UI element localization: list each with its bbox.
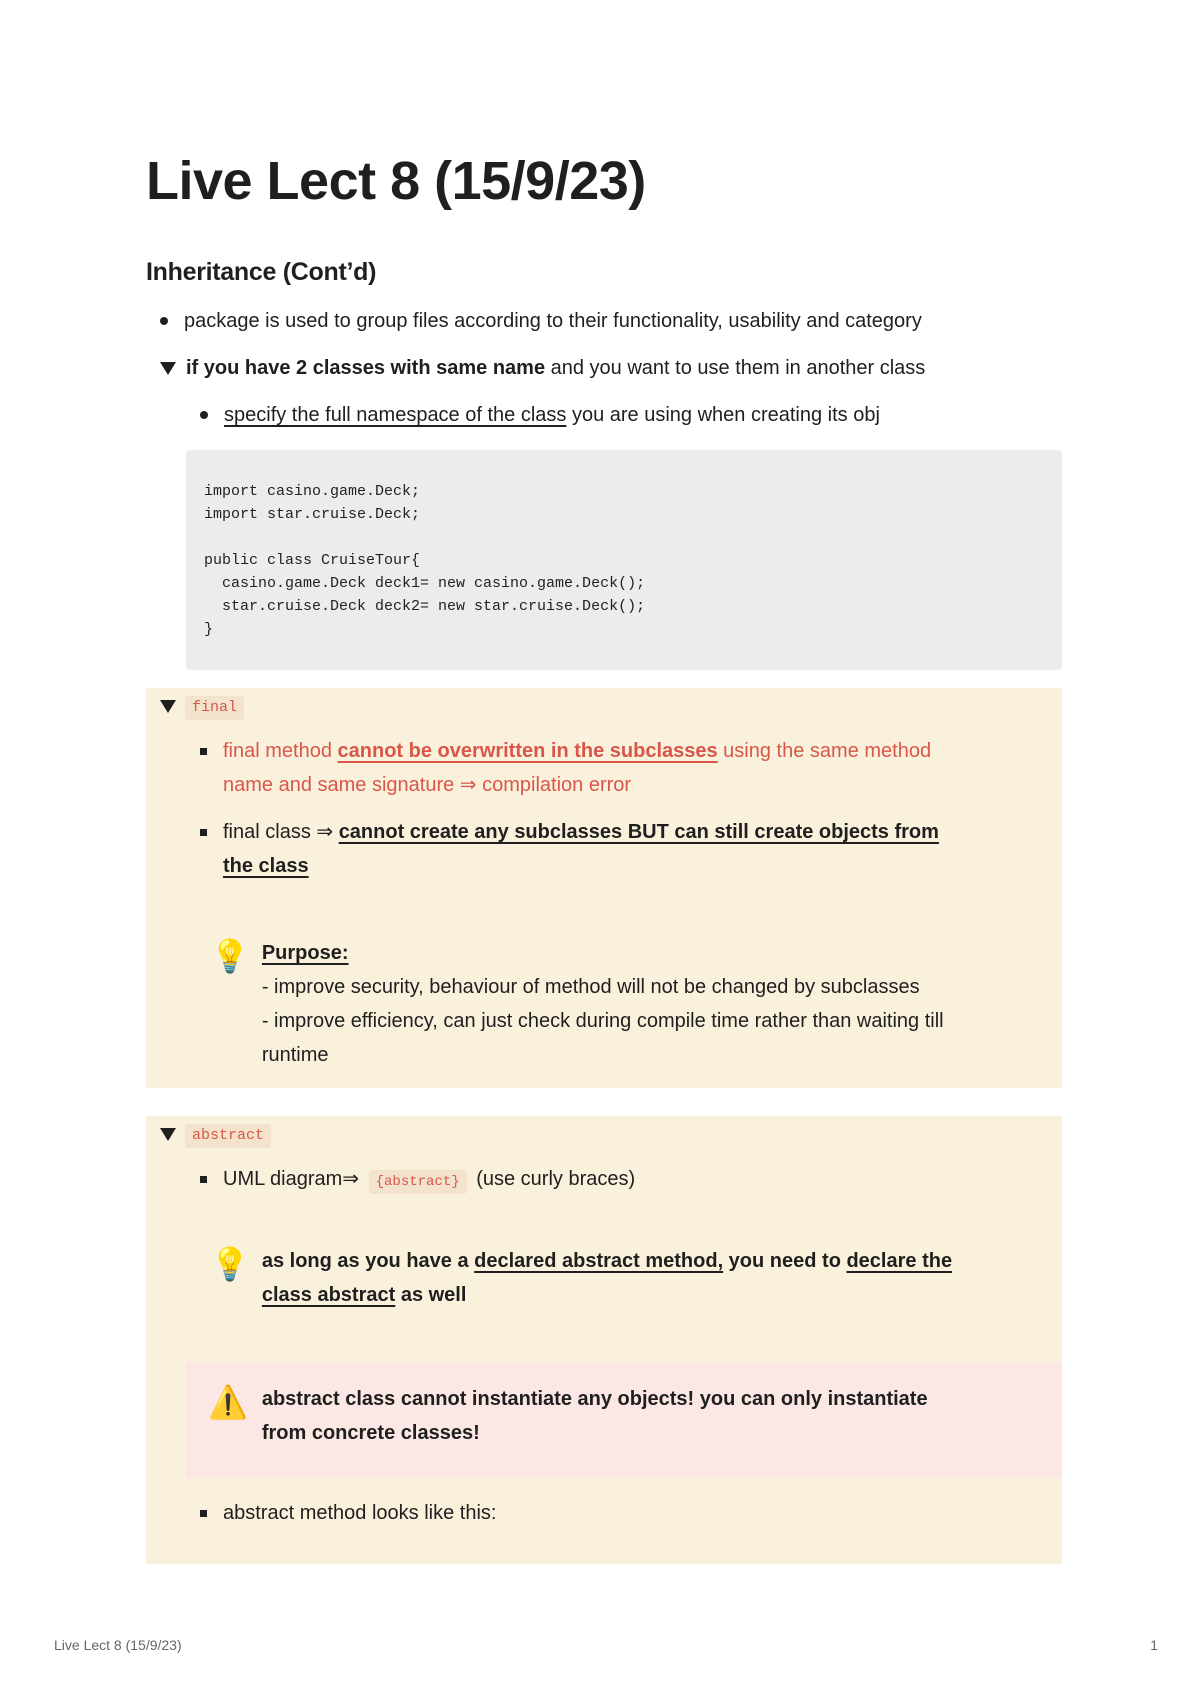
final-keyword-tag: final (185, 696, 244, 720)
toggle-abstract (146, 1116, 1062, 1564)
list-item: final method cannot be overwritten in the subclasses using the same method name and same signature ⇒ compilation error (200, 734, 1050, 802)
warning-callout: ⚠️ abstract class cannot instantiate any objects! you can only instantiate from concrete classes! (186, 1362, 1062, 1478)
list-item: specify the full namespace of the class you are using when creating its obj (200, 398, 880, 432)
purpose-callout: 💡 Purpose: - improve security, behaviour of method will not be changed by subclasses - improve efficiency, can just check during compile time rather than waiting till runtime (210, 938, 944, 1066)
list-item: UML diagram⇒ {abstract} (use curly braces) (200, 1162, 1050, 1196)
toggle-triangle-icon[interactable] (160, 1128, 176, 1141)
footer-title: Live Lect 8 (15/9/23) (54, 1637, 182, 1653)
code-block: import casino.game.Deck; import star.cruise.Deck; public class CruiseTour{ casino.game.Deck deck1= new casino.game.Deck(); star.cruise.Deck deck2= new star.cruise.Deck(); } (186, 450, 1062, 670)
abstract-uml-tag: {abstract} (369, 1170, 467, 1194)
toggle-abstract-header[interactable] (160, 1124, 271, 1148)
toggle-triangle-icon[interactable] (160, 700, 176, 713)
abstract-keyword-tag: abstract (185, 1124, 271, 1148)
lightbulb-icon: 💡 (210, 938, 250, 974)
page-number: 1 (1150, 1637, 1158, 1653)
list-item: final class ⇒ cannot create any subclasses BUT can still create objects from the class (200, 815, 1050, 883)
toggle-triangle-icon[interactable] (160, 362, 176, 375)
toggle-namespace[interactable]: if you have 2 classes with same name and you want to use them in another class (160, 351, 925, 385)
bullet-icon (200, 748, 207, 755)
lightbulb-icon: 💡 (210, 1246, 250, 1282)
section-heading: Inheritance (Cont’d) (146, 258, 377, 286)
list-item: abstract method looks like this: (200, 1496, 1050, 1530)
list-item: package is used to group files according to their functionality, usability and category (160, 304, 922, 338)
bullet-icon (160, 317, 168, 325)
warning-icon: ⚠️ (208, 1384, 248, 1420)
bullet-icon (200, 1510, 207, 1517)
bullet-icon (200, 411, 208, 419)
page-title: Live Lect 8 (15/9/23) (146, 151, 646, 211)
toggle-final-header[interactable] (160, 696, 244, 720)
bullet-icon (200, 829, 207, 836)
abstract-callout: 💡 as long as you have a declared abstract method, you need to declare the class abstract as well (210, 1246, 953, 1306)
toggle-final (146, 688, 1062, 1088)
bullet-icon (200, 1176, 207, 1183)
